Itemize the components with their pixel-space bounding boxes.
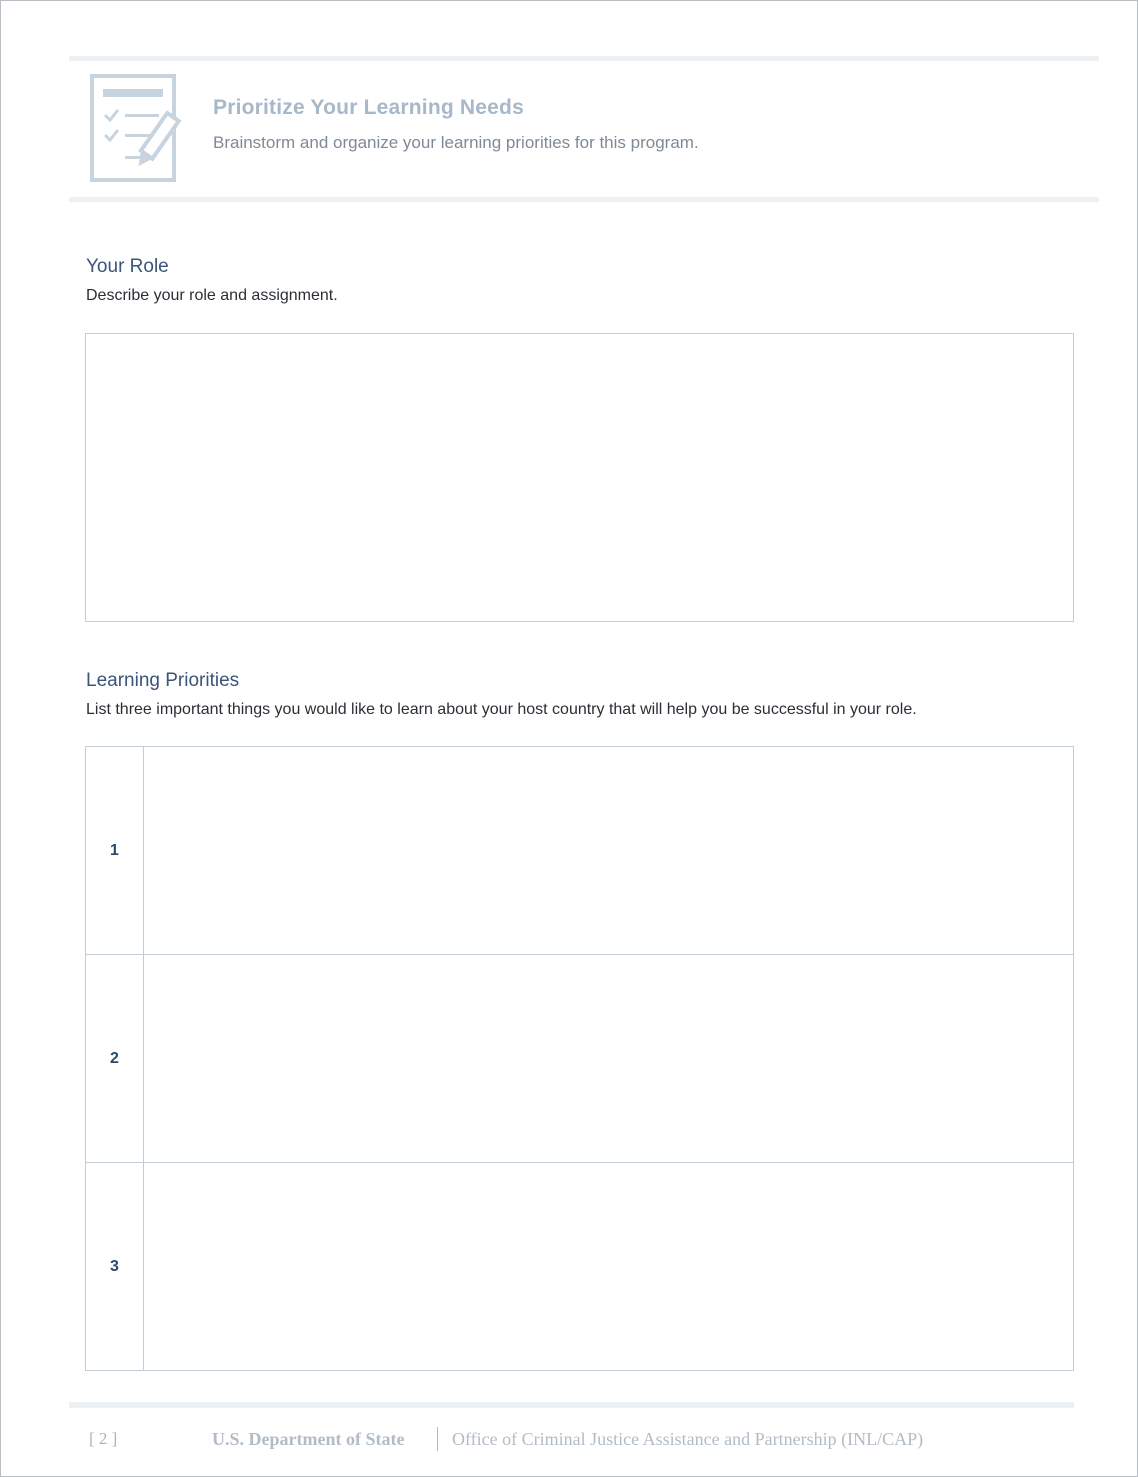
- footer-rule: [69, 1402, 1074, 1408]
- checklist-pencil-icon: [87, 71, 191, 187]
- role-input-box[interactable]: [85, 333, 1074, 622]
- priority-row: [86, 955, 1073, 1163]
- page-title: Prioritize Your Learning Needs: [213, 96, 524, 119]
- priority-input-cell[interactable]: [144, 955, 1073, 1162]
- footer-separator: [437, 1427, 438, 1451]
- header-bottom-rule: [69, 197, 1099, 202]
- priority-input-cell[interactable]: [144, 1163, 1073, 1371]
- priority-number: 3: [86, 1163, 144, 1371]
- priorities-description: List three important things you would like to learn about your host country that will help you be successful in your role.: [86, 701, 917, 718]
- priority-number: 1: [86, 747, 144, 954]
- priority-row: [86, 1163, 1073, 1371]
- role-description: Describe your role and assignment.: [86, 287, 338, 304]
- priority-number: 2: [86, 955, 144, 1162]
- priorities-table: [85, 746, 1074, 1371]
- footer-department: U.S. Department of State: [212, 1429, 405, 1449]
- footer-page-number: [ 2 ]: [89, 1429, 118, 1448]
- page-subtitle: Brainstorm and organize your learning priorities for this program.: [213, 133, 699, 152]
- priority-input-cell[interactable]: [144, 747, 1073, 954]
- header-top-rule: [69, 56, 1099, 61]
- priority-row: [86, 747, 1073, 955]
- footer-office: Office of Criminal Justice Assistance and Partnership (INL/CAP): [452, 1429, 924, 1449]
- role-heading: Your Role: [86, 256, 169, 277]
- priorities-heading: Learning Priorities: [86, 670, 240, 691]
